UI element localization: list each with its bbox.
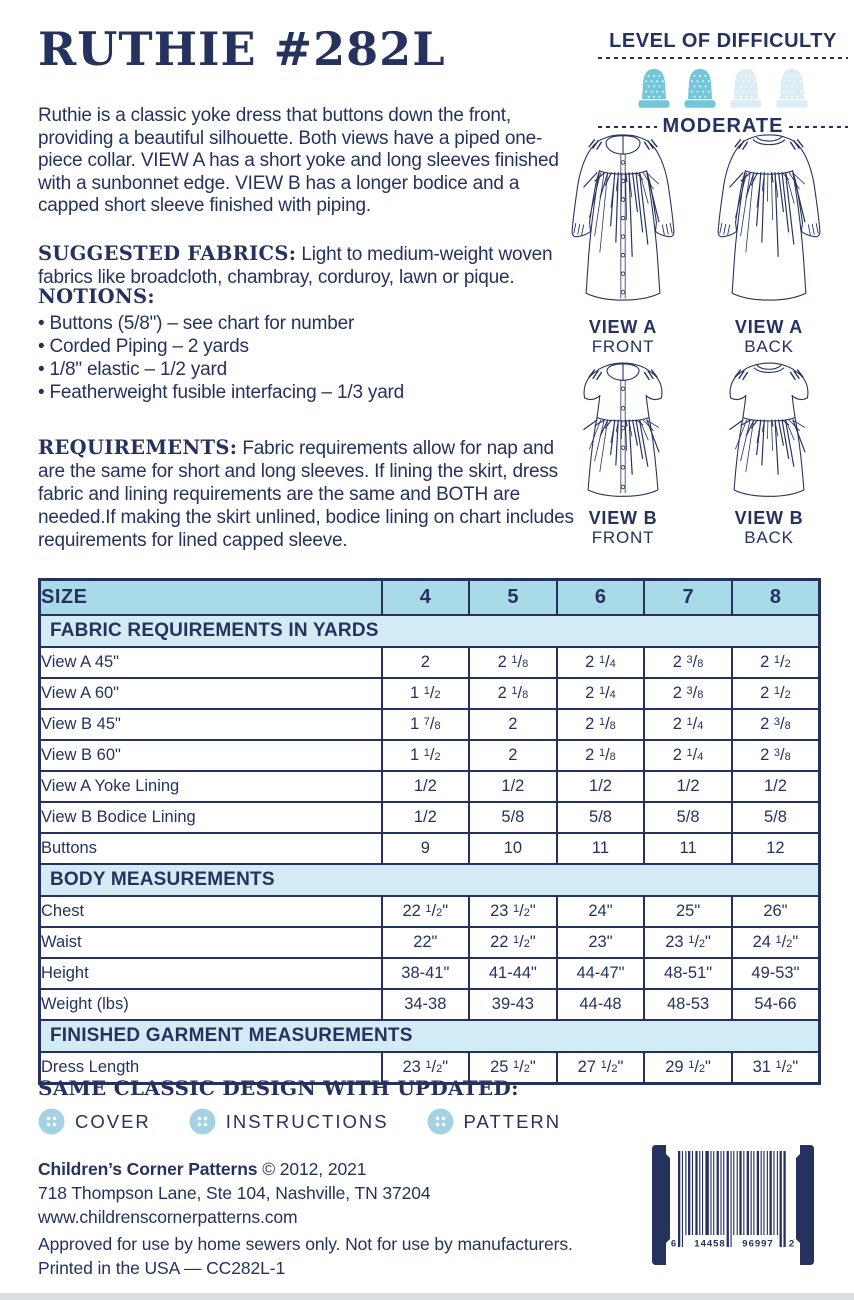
copyright: © 2012, 2021 <box>262 1159 367 1179</box>
table-row <box>40 615 820 647</box>
table-cell: 1/2 <box>382 771 470 802</box>
table-row <box>40 833 820 864</box>
view-name: VIEW B <box>588 508 658 528</box>
table-cell: 22 $^1$/2" <box>382 896 470 927</box>
table-row <box>40 740 820 771</box>
view-a-illustrations <box>550 124 850 357</box>
table-cell: 11 <box>557 833 645 864</box>
difficulty-label: LEVEL OF DIFFICULTY <box>609 30 837 52</box>
publisher-website: www.childrenscornerpatterns.com <box>38 1207 298 1227</box>
table-cell: 1/2 <box>732 771 820 802</box>
table-row <box>40 989 820 1020</box>
table-cell: 5/8 <box>644 802 732 833</box>
suggested-fabrics-label: SUGGESTED FABRICS: <box>38 242 297 265</box>
table-cell: 22" <box>382 927 470 958</box>
view-b-illustrations <box>550 354 850 548</box>
size-value-header: 7 <box>644 580 732 616</box>
table-row <box>40 927 820 958</box>
table-cell: 44-48 <box>557 989 645 1020</box>
dashed-divider <box>598 57 848 59</box>
table-cell: 22 $^1$/2" <box>469 927 557 958</box>
view-position: BACK <box>744 337 794 356</box>
notions-list <box>38 312 578 404</box>
table-row <box>40 580 820 616</box>
intro-paragraph: Ruthie is a classic yoke dress that buttons down the front, providing a beautiful silhouette. Both views have a piped one-piece collar. VIEW A has a short yoke and long sleeves finished with a sunbonnet edge. VIEW B has a longer bodice and a capped short sleeve finished with piping. <box>38 105 559 217</box>
thimble-icon <box>772 67 812 113</box>
table-cell: 41-44" <box>469 958 557 989</box>
table-cell: 2 $^1$/8 <box>557 709 645 740</box>
table-cell: 2 $^1$/2 <box>732 678 820 709</box>
table-cell: 2 $^1$/8 <box>469 678 557 709</box>
table-cell: 48-51" <box>644 958 732 989</box>
table-cell: 1 $^1$/2 <box>382 678 470 709</box>
size-value-header: 6 <box>557 580 645 616</box>
table-row <box>40 709 820 740</box>
publisher-block <box>38 1157 431 1229</box>
updated-item-label: COVER <box>75 1110 151 1132</box>
table-section-header: BODY MEASUREMENTS <box>40 864 820 896</box>
spool-barcode <box>648 1143 818 1272</box>
row-label: View B 45" <box>40 709 382 740</box>
table-cell: 25 $^1$/2" <box>469 1052 557 1084</box>
page-bottom-edge <box>0 1293 854 1300</box>
table-cell: 29 $^1$/2" <box>644 1052 732 1084</box>
table-cell: 23 $^1$/2" <box>382 1052 470 1084</box>
table-cell: 12 <box>732 833 820 864</box>
view-a-back-illustration <box>696 124 842 357</box>
publisher-name: Children’s Corner Patterns <box>38 1159 258 1179</box>
publisher-address: 718 Thompson Lane, Ste 104, Nashville, TN 37204 <box>38 1183 431 1203</box>
updated-item-cover <box>38 1108 151 1135</box>
table-cell: 31 $^1$/2" <box>732 1052 820 1084</box>
table-cell: 2 $^3$/8 <box>732 740 820 771</box>
view-name: VIEW A <box>588 317 658 337</box>
table-cell: 24 $^1$/2" <box>732 927 820 958</box>
table-cell: 23 $^1$/2" <box>644 927 732 958</box>
svg-text:6: 6 <box>670 1238 678 1250</box>
approval-text: Approved for use by home sewers only. Not for use by manufacturers. <box>38 1234 573 1254</box>
view-position: FRONT <box>591 337 655 356</box>
row-label: Buttons <box>40 833 382 864</box>
table-cell: 11 <box>644 833 732 864</box>
view-b-back-illustration <box>696 354 842 548</box>
table-cell: 24" <box>557 896 645 927</box>
updated-item-instructions <box>189 1108 389 1135</box>
table-row <box>40 647 820 678</box>
table-cell: 2 $^1$/4 <box>557 678 645 709</box>
thimble-icon <box>726 67 766 113</box>
table-cell: 27 $^1$/2" <box>557 1052 645 1084</box>
table-cell: 1/2 <box>469 771 557 802</box>
table-row <box>40 1020 820 1052</box>
table-cell: 2 $^1$/4 <box>644 709 732 740</box>
table-row <box>40 958 820 989</box>
size-value-header: 8 <box>732 580 820 616</box>
table-cell: 5/8 <box>557 802 645 833</box>
suggested-fabrics <box>38 242 578 289</box>
table-row <box>40 896 820 927</box>
row-label: View A 45" <box>40 647 382 678</box>
button-icon <box>189 1108 216 1135</box>
button-icon <box>427 1108 454 1135</box>
table-cell: 1/2 <box>644 771 732 802</box>
view-position: FRONT <box>591 528 655 547</box>
notions-item: • 1/8" elastic – 1/2 yard <box>38 358 578 381</box>
size-column-header: SIZE <box>40 580 382 616</box>
table-cell: 2 $^1$/4 <box>557 647 645 678</box>
size-chart-body <box>40 580 820 1084</box>
dress-line-art <box>564 354 682 507</box>
table-cell: 2 $^3$/8 <box>644 678 732 709</box>
table-cell: 38-41" <box>382 958 470 989</box>
view-position: BACK <box>744 528 794 547</box>
table-cell: 5/8 <box>732 802 820 833</box>
row-label: View B 60" <box>40 740 382 771</box>
difficulty-meter <box>598 30 848 138</box>
table-cell: 1 $^1$/2 <box>382 740 470 771</box>
requirements <box>38 436 578 552</box>
row-label: View A 60" <box>40 678 382 709</box>
updated-item-label: INSTRUCTIONS <box>225 1110 389 1132</box>
table-row <box>40 771 820 802</box>
suggested-fabrics-text: Light to medium-weight woven fabrics like broadcloth, chambray, corduroy, lawn or pique. <box>38 244 553 288</box>
requirements-text: Fabric requirements allow for nap and are the same for short and long sleeves. If lining the skirt, dress fabric and lining requirements are the same and BOTH are needed.If making the skirt unlined, bodice lining on chart includes requirements for lined capped sleeve. <box>38 438 574 551</box>
updated-section <box>38 1076 598 1135</box>
table-cell: 48-53 <box>644 989 732 1020</box>
dress-line-art <box>710 124 828 316</box>
table-cell: 23" <box>557 927 645 958</box>
dress-line-art <box>564 124 682 316</box>
row-label: Weight (lbs) <box>40 989 382 1020</box>
table-section-header: FINISHED GARMENT MEASUREMENTS <box>40 1020 820 1052</box>
notions-label: NOTIONS: <box>38 285 155 308</box>
table-row <box>40 678 820 709</box>
row-label: Waist <box>40 927 382 958</box>
table-row <box>40 864 820 896</box>
table-cell: 2 $^1$/8 <box>469 647 557 678</box>
svg-text:2: 2 <box>788 1238 796 1250</box>
table-row <box>40 802 820 833</box>
svg-text:14458: 14458 <box>694 1238 726 1250</box>
notions-item: • Corded Piping – 2 yards <box>38 335 578 358</box>
size-chart-table <box>38 578 821 1085</box>
table-cell: 2 $^3$/8 <box>732 709 820 740</box>
notions-item: • Featherweight fusible interfacing – 1/3 yard <box>38 381 578 404</box>
table-cell: 49-53" <box>732 958 820 989</box>
size-value-header: 4 <box>382 580 470 616</box>
table-cell: 39-43 <box>469 989 557 1020</box>
view-b-front-illustration <box>550 354 696 548</box>
row-label: Height <box>40 958 382 989</box>
table-cell: 1/2 <box>382 802 470 833</box>
table-cell: 1 $^7$/8 <box>382 709 470 740</box>
table-cell: 26" <box>732 896 820 927</box>
updated-item-pattern <box>427 1108 562 1135</box>
table-cell: 2 $^1$/8 <box>557 740 645 771</box>
table-cell: 25" <box>644 896 732 927</box>
table-cell: 2 <box>469 740 557 771</box>
row-label: Chest <box>40 896 382 927</box>
row-label: View A Yoke Lining <box>40 771 382 802</box>
row-label: View B Bodice Lining <box>40 802 382 833</box>
table-cell: 54-66 <box>732 989 820 1020</box>
printed-text: Printed in the USA — CC282L-1 <box>38 1258 286 1278</box>
view-name: VIEW B <box>734 508 804 528</box>
table-cell: 2 $^3$/8 <box>644 647 732 678</box>
updated-item-label: PATTERN <box>463 1110 562 1132</box>
requirements-label: REQUIREMENTS: <box>38 436 238 459</box>
table-cell: 5/8 <box>469 802 557 833</box>
updated-items <box>38 1108 598 1135</box>
notions-item: • Buttons (5/8") – see chart for number <box>38 312 578 335</box>
thimble-icon <box>680 67 720 113</box>
button-icon <box>38 1108 65 1135</box>
thimble-rating <box>598 67 848 113</box>
size-value-header: 5 <box>469 580 557 616</box>
table-cell: 2 <box>382 647 470 678</box>
table-cell: 10 <box>469 833 557 864</box>
difficulty-value: MODERATE <box>662 115 784 137</box>
table-cell: 1/2 <box>557 771 645 802</box>
svg-text:96997: 96997 <box>742 1238 774 1250</box>
table-cell: 2 <box>469 709 557 740</box>
table-section-header: FABRIC REQUIREMENTS IN YARDS <box>40 615 820 647</box>
page-title: RUTHIE #282L <box>38 22 446 76</box>
approval-block <box>38 1232 573 1280</box>
row-label: Dress Length <box>40 1052 382 1084</box>
table-cell: 2 $^1$/2 <box>732 647 820 678</box>
table-cell: 34-38 <box>382 989 470 1020</box>
updated-heading: SAME CLASSIC DESIGN WITH UPDATED: <box>38 1076 519 1100</box>
thimble-icon <box>634 67 674 113</box>
table-cell: 23 $^1$/2" <box>469 896 557 927</box>
view-name: VIEW A <box>734 317 804 337</box>
view-a-front-illustration <box>550 124 696 357</box>
table-cell: 44-47" <box>557 958 645 989</box>
notions <box>38 285 578 404</box>
publisher-line <box>38 1157 431 1181</box>
table-cell: 2 $^1$/4 <box>644 740 732 771</box>
dress-line-art <box>710 354 828 507</box>
table-cell: 9 <box>382 833 470 864</box>
